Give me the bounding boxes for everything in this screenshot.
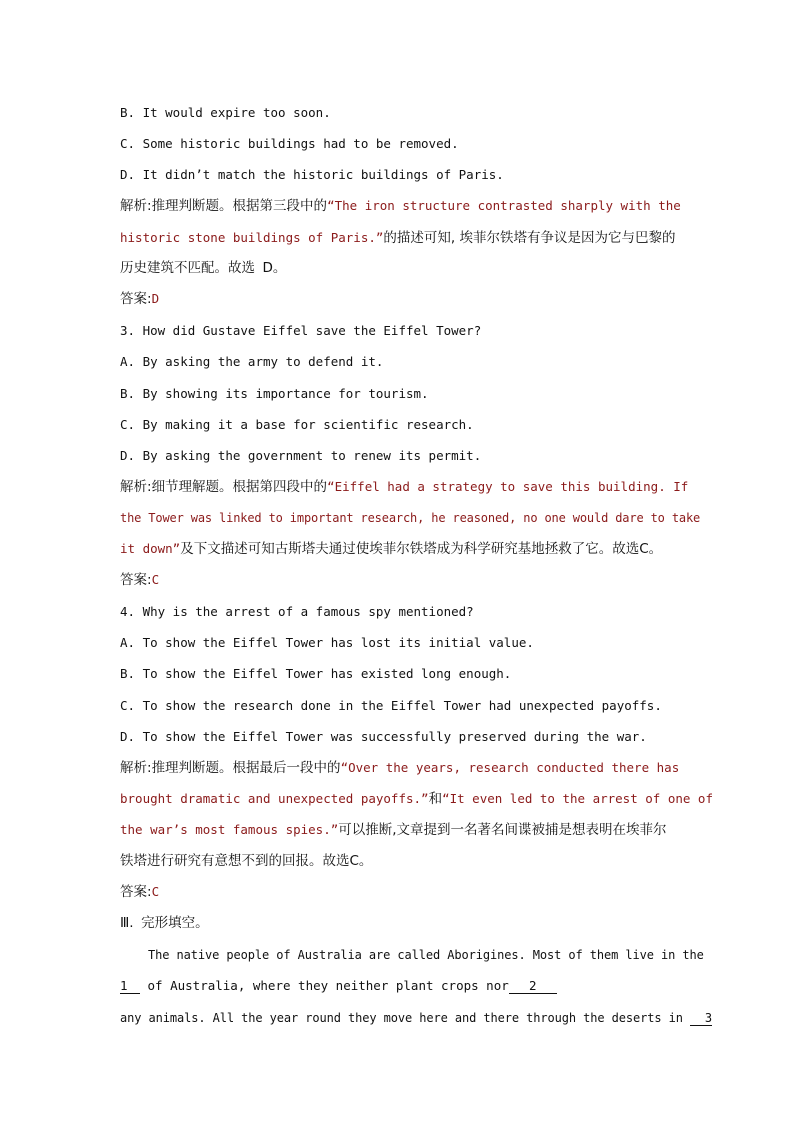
q2-option-c: C. Some historic buildings had to be removed. [120,136,459,151]
answer-label: 答案: [120,572,152,588]
section-number: Ⅲ. [120,915,134,931]
q4-analysis-line-1 [120,760,680,776]
analysis-quote: the Tower was linked to important research, he reasoned, no one would dare to take [120,511,701,525]
analysis-label: 解析: [120,479,152,495]
q2-option-b: B. It would expire too soon. [120,105,331,120]
section-heading [120,915,676,931]
q4-option-b: B. To show the Eiffel Tower has existed long enough. [120,666,512,681]
analysis-quote: “Eiffel had a strategy to save this building. If [327,479,689,494]
answer-value: C [151,884,160,899]
q3-analysis-line-3 [120,541,676,557]
analysis-quote: the war’s most famous spies.” [120,822,339,837]
q3-answer [120,572,676,588]
analysis-quote: “The iron structure contrasted sharply with the [327,198,681,213]
q2-option-d: D. It didn’t match the historic buildings of Paris. [120,167,504,182]
passage-text: The native people of Australia are called Aborigines. Most of them live in the [148,948,704,962]
passage-line-2 [120,978,676,994]
analysis-label: 解析: [120,198,152,214]
q3-analysis-line-2 [120,510,701,526]
analysis-type: 推理判断题。根据第三段中的 [151,198,328,214]
section-title: 完形填空。 [141,915,209,931]
passage-line-3 [120,1010,712,1026]
analysis-quote: brought dramatic and unexpected payoffs.” [120,791,429,806]
cloze-blank-1[interactable] [120,979,140,994]
q3-option-c: C. By making it a base for scientific research. [120,417,474,432]
analysis-text: 及下文描述可知古斯塔夫通过使埃菲尔铁塔成为科学研究基地拯救了它。故选 [180,541,640,557]
analysis-quote: “It even led to the arrest of one of [442,791,713,806]
q3-option-a: A. By asking the army to defend it. [120,354,384,369]
blank-number: 1 [120,978,128,993]
cloze-blank-3[interactable] [690,1011,712,1026]
q4-analysis-line-2 [120,791,713,807]
answer-value: C [151,572,160,587]
q3-option-b: B. By showing its importance for tourism. [120,386,429,401]
q2-analysis-line-2 [120,230,676,246]
analysis-choice: C。 [639,541,663,557]
cloze-blank-2[interactable] [509,979,557,994]
analysis-type: 推理判断题。根据最后一段中的 [151,760,341,776]
answer-value: D [151,291,160,306]
q3-option-d: D. By asking the government to renew its permit. [120,448,482,463]
analysis-quote: “Over the years, research conducted there has [340,760,680,775]
q2-analysis-line-1 [120,198,681,214]
analysis-label: 解析: [120,760,152,776]
q2-analysis-line-3 [120,260,676,276]
q4-analysis-line-3 [120,822,676,838]
analysis-quote: historic stone buildings of Paris.” [120,230,384,245]
analysis-choice: D。 [262,260,287,276]
q4-answer [120,884,676,900]
analysis-choice: C。 [349,853,373,869]
analysis-type: 细节理解题。根据第四段中的 [151,479,328,495]
q4-question: 4. Why is the arrest of a famous spy mentioned? [120,604,474,619]
analysis-text: 和 [428,791,443,807]
analysis-text: 的描述可知, 埃菲尔铁塔有争议是因为它与巴黎的 [383,230,676,246]
analysis-text: 铁塔进行研究有意想不到的回报。故选 [120,853,350,869]
q2-answer [120,291,676,307]
passage-line-1 [120,947,704,963]
blank-number: 3 [704,1011,712,1025]
q4-analysis-line-4 [120,853,676,869]
blank-number: 2 [529,978,537,993]
analysis-text: 历史建筑不匹配。故选 [120,260,255,276]
q3-question: 3. How did Gustave Eiffel save the Eiffel Tower? [120,323,482,338]
answer-label: 答案: [120,291,152,307]
q4-option-a: A. To show the Eiffel Tower has lost its initial value. [120,635,534,650]
passage-text: of Australia, where they neither plant crops nor [140,978,509,993]
analysis-text: 可以推断,文章提到一名著名间谍被捕是想表明在埃菲尔 [338,822,667,838]
passage-text: any animals. All the year round they move here and there through the deserts in [120,1011,690,1025]
q4-option-d: D. To show the Eiffel Tower was successfully preserved during the war. [120,729,647,744]
q3-analysis-line-1 [120,479,689,495]
q4-option-c: C. To show the research done in the Eiffel Tower had unexpected payoffs. [120,698,662,713]
answer-label: 答案: [120,884,152,900]
analysis-quote: it down” [120,541,181,556]
